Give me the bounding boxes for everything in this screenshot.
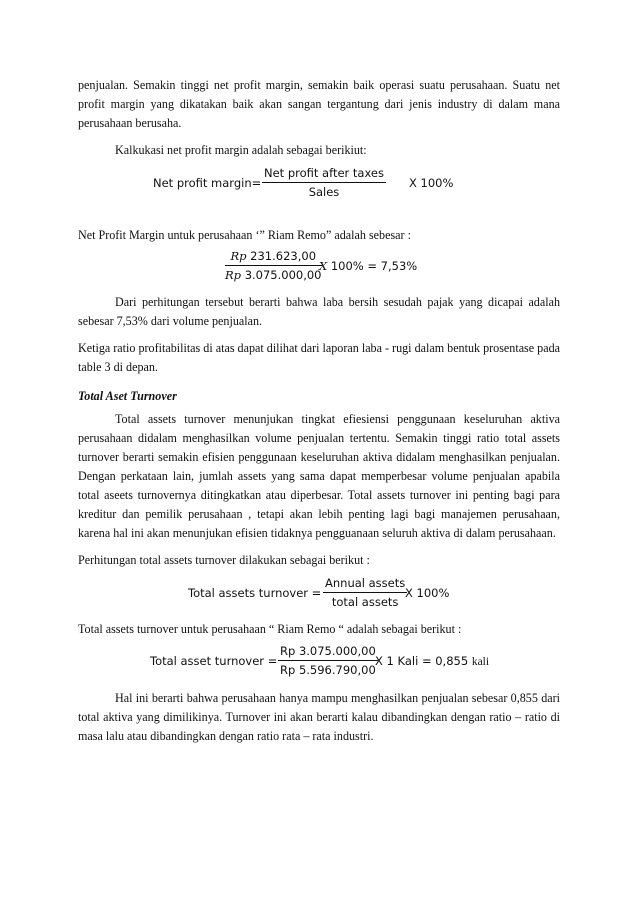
equation-total-assets-turnover	[78, 574, 560, 614]
npm-company-intro: Net Profit Margin untuk perusahaan ‘” Riam Remo” adalah sebesar :	[78, 228, 411, 242]
eq-npm-fraction	[262, 166, 386, 199]
eq-tat-values-lhs: Total asset turnover =	[150, 654, 278, 668]
eq-npm-denominator: Sales	[308, 185, 340, 199]
eq-npm-numerator: Net profit after taxes	[262, 166, 386, 183]
eq-tat-numerator: Annual assets	[323, 576, 407, 593]
equation-net-profit-margin	[78, 164, 560, 204]
eq-tat-values-fraction	[278, 644, 378, 677]
eq-npm-values-fraction	[225, 249, 322, 282]
npm-calc-intro: Kalkukasi net profit margin adalah sebagai berikiut:	[115, 143, 367, 157]
ratio-note: Ketiga ratio profitabilitas di atas dapat dilihat dari laporan laba - rugi dalam bentuk prosentase pada table 3 di depan.	[78, 341, 560, 374]
eq-tat-values-numerator: Rp 3.075.000,00	[278, 644, 378, 661]
eq-npm-values-denominator: Rp 3.075.000,00	[225, 268, 322, 282]
equation-npm-values	[78, 247, 560, 289]
eq-npm-lhs: Net profit margin=	[153, 176, 262, 190]
tat-company-intro: Total assets turnover untuk perusahaan “ Riam Remo “ adalah sebagai berikut :	[78, 622, 462, 636]
eq-npm-rhs: X 100%	[409, 176, 454, 190]
equation-tat-values	[78, 641, 560, 683]
tat-calc-intro: Perhitungan total assets turnover dilakukan sebagai berikut :	[78, 553, 370, 567]
eq-tat-denominator: total assets	[331, 595, 399, 609]
section-heading-total-aset-turnover: Total Aset Turnover	[78, 389, 177, 403]
eq-tat-values-denominator: Rp 5.596.790,00	[280, 663, 376, 677]
npm-conclusion: Dari perhitungan tersebut berarti bahwa laba bersih sesudah pajak yang dicapai adalah sebesar 7,53% dari volume penjualan.	[78, 295, 560, 328]
eq-tat-lhs: Total assets turnover =	[188, 586, 322, 600]
tat-paragraph: Total assets turnover menunjukan tingkat efiesiensi penggunaan keseluruhan aktiva perusahaan didalam menghasilkan volume penjualan tertentu. Semakin tinggi ratio total assets turnover berarti semakin efisien penggunaan keseluruhan aktiva didalam menghasilkan penjualan. Dengan perkataan lain, jumlah assets yang sama dapat memperbesar volume penjualan apabila total aseets turnovernya ditingkatkan atau diperbesar. Total assets turnover ini penting bagi para kreditur dan pemilik perusahaan , tetapi akan lebih penting lagi bagi manajemen perusahaan, karena hal ini akan menunjukan efisien tidaknya pengguanaan seluruh aktiva di dalam perusahaan.	[78, 412, 560, 540]
document-page	[78, 76, 560, 746]
tat-conclusion: Hal ini berarti bahwa perusahaan hanya mampu menghasilkan penjualan sebesar 0,855 dari total aktiva yang dimilikinya. Turnover ini akan berarti kalau dibandingkan dengan ratio – ratio di masa lalu atau dibandingkan dengan ratio rata – rata industri.	[78, 691, 560, 743]
eq-tat-values-rhs: X 1 Kali = 0,855 kali	[375, 654, 490, 668]
eq-tat-fraction	[323, 576, 407, 609]
eq-npm-values-rhs: X 100% = 7,53%	[319, 259, 418, 273]
eq-npm-values-numerator: Rp 231.623,00	[225, 249, 322, 266]
eq-tat-rhs: X 100%	[405, 586, 450, 600]
paragraph-intro: penjualan. Semakin tinggi net profit margin, semakin baik operasi suatu perusahaan. Suatu net profit margin yang dikatakan baik akan sangan tergantung dari jenis industry di dalam mana perusahaan berusaha.	[78, 78, 560, 130]
